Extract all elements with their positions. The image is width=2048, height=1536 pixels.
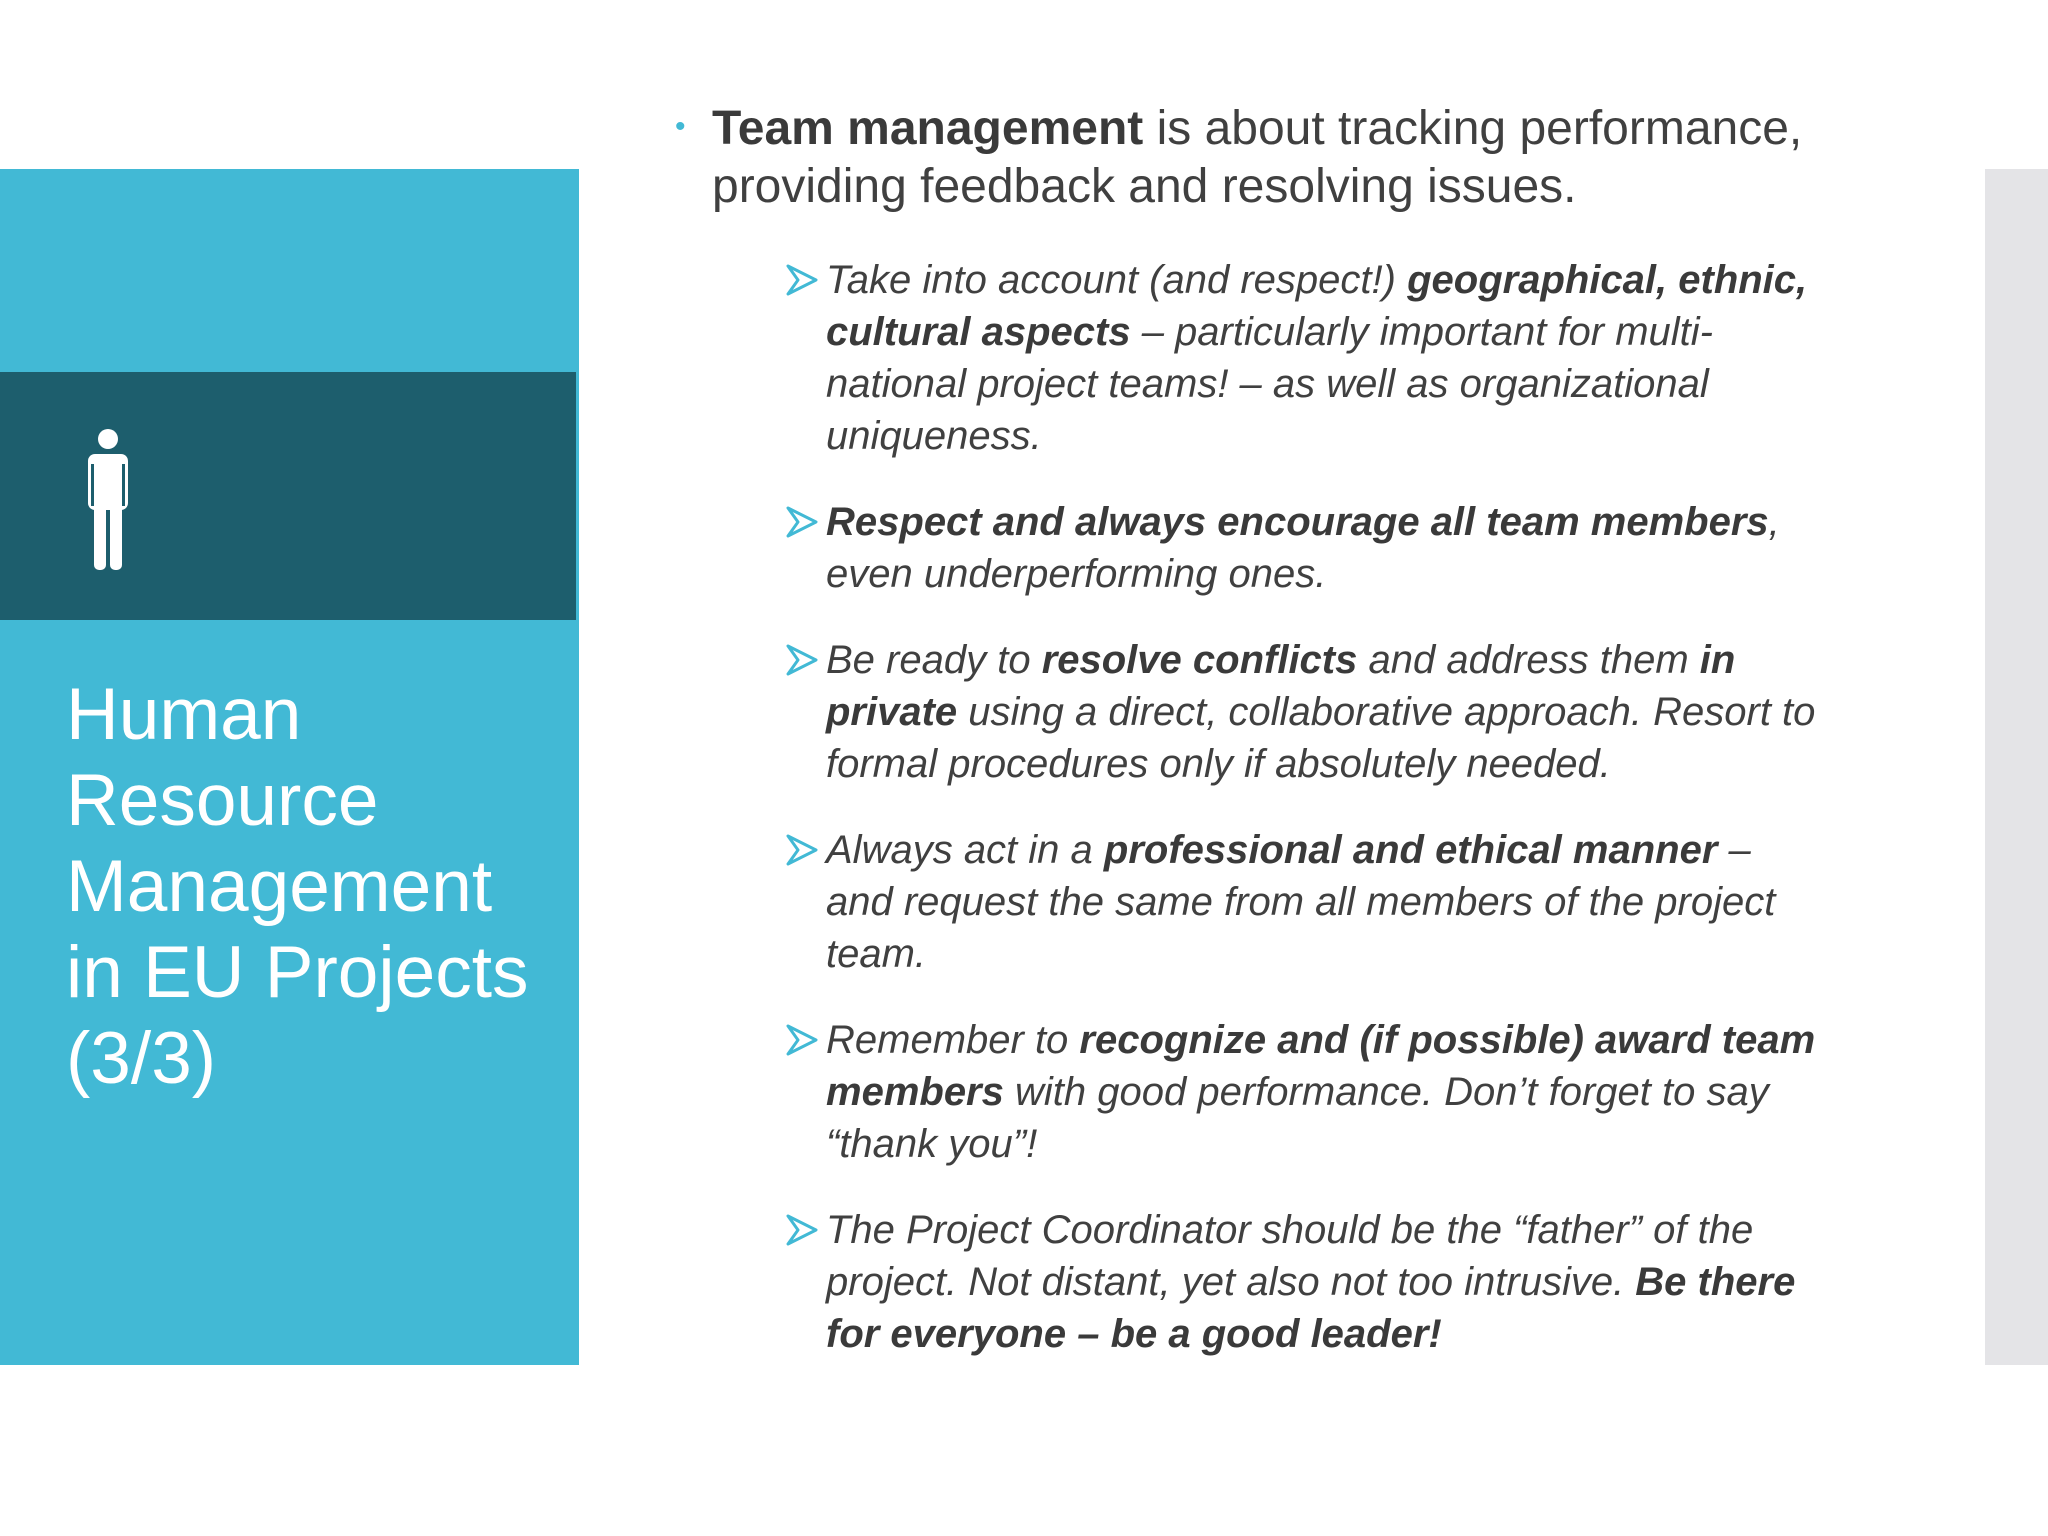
- sub-bullet-bold-text: professional and ethical manner: [1103, 828, 1718, 872]
- arrow-bullet-icon: [786, 834, 818, 866]
- main-bullet-text: is about tracking performance, providing feedback and resolving issues.: [712, 102, 1803, 213]
- main-bullet-bold: Team management: [712, 102, 1144, 155]
- title-line: in EU Projects: [66, 932, 529, 1013]
- sub-bullet-bold-text: resolve conflicts: [1041, 638, 1358, 682]
- sub-bullet-text: with good performance. Don’t forget to say “thank you”!: [826, 1070, 1769, 1166]
- sub-bullet-text: The Project Coordinator should be the “father” of the project. Not distant, yet also not too intrusive.: [826, 1208, 1754, 1304]
- sub-bullet-text: – and request the same from all members of the project team.: [826, 828, 1776, 976]
- arrow-bullet-icon: [786, 506, 818, 538]
- right-edge-strip: [1985, 169, 2048, 1365]
- sub-bullet-text: Remember to: [826, 1018, 1080, 1062]
- sub-bullet-text: Always act in a: [826, 828, 1104, 872]
- arrow-bullet-icon: [786, 644, 818, 676]
- sub-bullet-text: using a direct, collaborative approach. Resort to formal procedures only if absolutely needed.: [826, 690, 1816, 786]
- sub-bullet-text: , even underperforming ones.: [826, 500, 1780, 596]
- slide-content: [668, 100, 1868, 1394]
- sub-bullet-text: – particularly important for multi-national project teams! – as well as organizational uniqueness.: [826, 310, 1713, 458]
- slide-title: [66, 672, 566, 1102]
- sub-bullet: [786, 1204, 1826, 1360]
- sub-bullet: [786, 496, 1826, 600]
- title-line: Human: [66, 674, 302, 755]
- title-line: Resource: [66, 760, 379, 841]
- sub-bullet: [786, 824, 1826, 980]
- sub-bullet-bold-text: Respect and always encourage all team members: [826, 500, 1769, 544]
- sub-bullet: [786, 1014, 1826, 1170]
- sub-bullet-text: Take into account (and respect!): [826, 258, 1408, 302]
- sub-bullet-list: [668, 254, 1826, 1360]
- sub-bullet-bold-text: in private: [826, 638, 1736, 734]
- sub-bullet-text: and address them: [1357, 638, 1700, 682]
- sub-bullet-text: Be ready to: [826, 638, 1042, 682]
- arrow-bullet-icon: [786, 1214, 818, 1246]
- sub-bullet: [786, 254, 1826, 462]
- sub-bullet: [786, 634, 1826, 790]
- person-icon: [80, 428, 136, 570]
- arrow-bullet-icon: [786, 264, 818, 296]
- title-line: (3/3): [66, 1018, 217, 1099]
- sub-bullet-bold-text: geographical, ethnic, cultural aspects: [826, 258, 1808, 354]
- title-line: Management: [66, 846, 493, 927]
- bullet-dot-icon: •: [675, 110, 686, 143]
- main-bullet: [668, 100, 1868, 216]
- sub-bullet-bold-text: Be there for everyone – be a good leader!: [826, 1260, 1796, 1356]
- sub-bullet-bold-text: recognize and (if possible) award team members: [826, 1018, 1816, 1114]
- arrow-bullet-icon: [786, 1024, 818, 1056]
